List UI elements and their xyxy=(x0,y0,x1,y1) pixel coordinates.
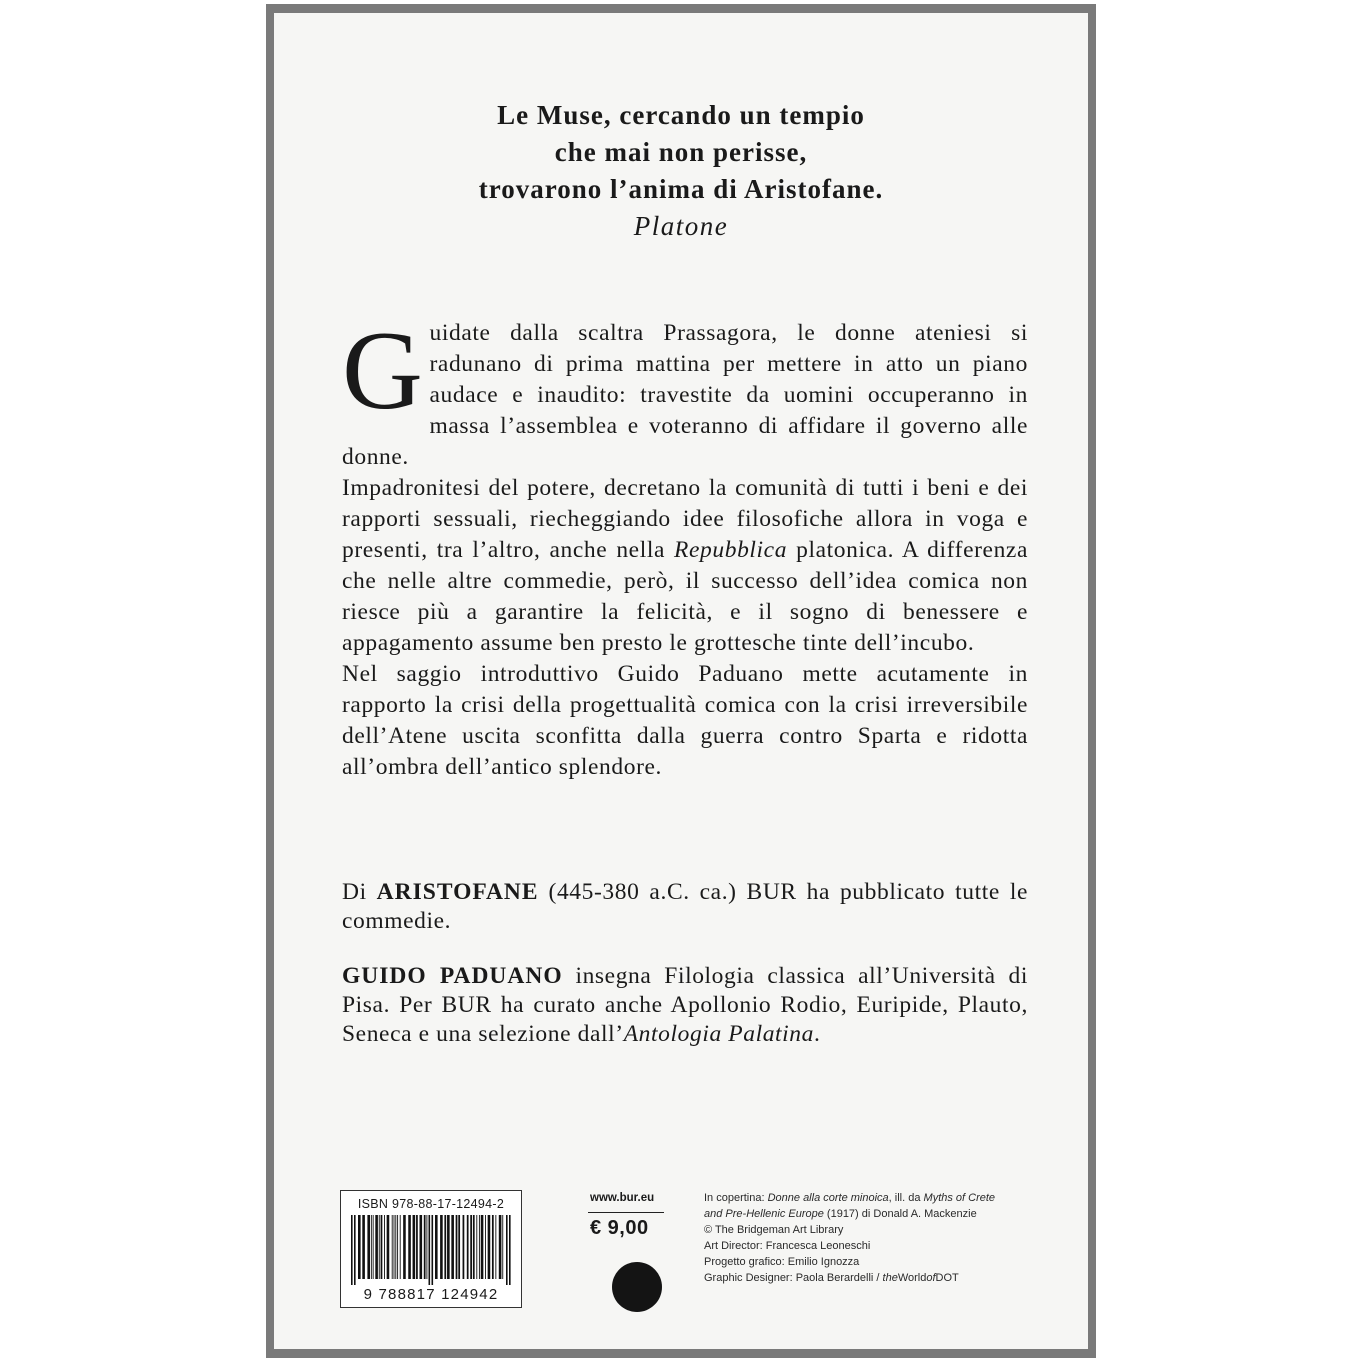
barcode-bar xyxy=(488,1215,491,1279)
barcode-bar xyxy=(420,1215,423,1279)
barcode-bar xyxy=(456,1215,458,1279)
barcode-bar xyxy=(470,1215,472,1279)
price-divider xyxy=(588,1212,664,1213)
credits-l6-italic: the xyxy=(882,1272,898,1284)
epigraph-line-3: trovarono l’anima di Aristofane. xyxy=(478,174,884,204)
barcode-bar xyxy=(392,1215,393,1279)
barcode-bar xyxy=(473,1215,475,1279)
publisher-logo-dot xyxy=(612,1262,662,1312)
price: € 9,00 xyxy=(590,1217,649,1239)
barcode-bar xyxy=(384,1215,385,1279)
editor-bio-end: . xyxy=(814,1021,821,1047)
author-bio xyxy=(342,878,1028,936)
barcode-bar xyxy=(467,1215,469,1279)
blurb-p1-text: uidate dalla scaltra Prassagora, le donne ateniesi si radunano di prima mattina per mettere in atto un piano audace e inaudito: travestite da uomini occuperanno in massa l’assemblea e voteranno di affidare il governo alle donne. xyxy=(342,320,1028,470)
editor-bio xyxy=(342,962,1028,1049)
credits-l1-mid: , ill. da xyxy=(888,1192,924,1204)
barcode-bar xyxy=(403,1215,406,1279)
editor-bio-text: insegna Filologia classica all’Università di Pisa. Per BUR ha curato anche Apollonio Rodio, Euripide, Plauto, Seneca e una selezione dall’ xyxy=(342,963,1028,1047)
cover-credits xyxy=(704,1190,1034,1286)
credits-line-2 xyxy=(704,1206,1034,1222)
epigraph-line-2: che mai non perisse, xyxy=(554,137,808,167)
credits-line-1 xyxy=(704,1190,1034,1206)
website-link[interactable]: www.bur.eu xyxy=(590,1192,655,1204)
isbn-label: ISBN 978-88-17-12494-2 xyxy=(357,1197,505,1211)
barcode-bar xyxy=(367,1215,370,1279)
credits-l1-prefix: In copertina: xyxy=(704,1192,768,1204)
barcode-bar xyxy=(416,1215,418,1279)
credits-l2-rest: (1917) di Donald A. Mackenzie xyxy=(823,1208,977,1220)
barcode-bar xyxy=(485,1215,486,1279)
barcode-bar xyxy=(476,1215,477,1279)
barcode-bar xyxy=(440,1215,443,1279)
barcode-bar xyxy=(408,1215,411,1279)
barcode-image xyxy=(349,1215,515,1285)
barcode-panel xyxy=(340,1190,522,1308)
author-bio-text: (445-380 a.C. ca.) BUR ha pubblicato tutte le commedie. xyxy=(342,879,1028,934)
editor-bio-title: Antologia Palatina xyxy=(623,1021,815,1047)
credits-l1-italic2: Myths of Crete xyxy=(923,1192,996,1204)
barcode-guard-bar xyxy=(429,1215,431,1285)
blurb-paragraph-1 xyxy=(342,309,1028,473)
barcode-bar xyxy=(394,1215,395,1279)
barcode-bar xyxy=(424,1215,426,1279)
blurb-paragraph-3: Nel saggio introduttivo Guido Paduano mette acutamente in rapporto la crisi della progettualità comica con la crisi irreversibile dell’Atene uscita sconfitta dalla guerra contro Sparta e ridotta all’ombra dell’antico splendore. xyxy=(342,661,1028,780)
barcode-bar xyxy=(413,1215,416,1279)
barcode-bar xyxy=(479,1215,480,1279)
barcode-bar xyxy=(426,1215,427,1279)
epigraph-author: Platone xyxy=(633,211,729,241)
credits-l6-mid: World xyxy=(897,1272,927,1284)
barcode-bar xyxy=(379,1215,380,1279)
barcode-bar xyxy=(381,1215,383,1279)
barcode-bar xyxy=(395,1215,396,1279)
epigraph xyxy=(274,97,1088,245)
barcode-bar xyxy=(495,1215,496,1279)
barcode-guard-bar xyxy=(432,1215,434,1285)
drop-cap: G xyxy=(342,309,424,433)
epigraph-line-1: Le Muse, cercando un tempio xyxy=(497,100,865,130)
barcode-bar xyxy=(371,1215,372,1279)
barcode-bar xyxy=(492,1215,494,1279)
barcode-bar xyxy=(373,1215,374,1279)
credits-line-6 xyxy=(704,1270,1034,1286)
blurb-p2-before: Impadronitesi del potere, decretano la comunità di tutti i beni e dei rapporti sessuali, riecheggiando idee filosofiche allora in voga e presenti, tra l’altro, anche nella xyxy=(342,475,1028,563)
editor-name: GUIDO PADUANO xyxy=(342,963,563,989)
ean-number: 9 788817 124942 xyxy=(363,1286,499,1303)
credits-l6-end: DOT xyxy=(935,1272,959,1284)
credits-line-4: Art Director: Francesca Leoneschi xyxy=(704,1240,871,1252)
author-bio-prefix: Di xyxy=(342,879,377,905)
blurb-p2-title: Repubblica xyxy=(674,537,788,563)
credits-l6-italic2: of xyxy=(926,1272,936,1284)
barcode-bar xyxy=(447,1215,450,1279)
barcode-bar xyxy=(499,1215,502,1279)
barcode-bar xyxy=(358,1215,361,1279)
barcode-guard-bar xyxy=(354,1215,356,1285)
barcode-bar xyxy=(502,1215,503,1279)
barcode-guard-bar xyxy=(509,1215,511,1285)
blurb-text xyxy=(342,309,1028,783)
credits-l6-prefix: Graphic Designer: Paola Berardelli / xyxy=(704,1272,883,1284)
barcode-bar xyxy=(387,1215,390,1279)
blurb-paragraph-2 xyxy=(342,473,1028,659)
credits-l2-italic: and Pre-Hellenic Europe xyxy=(704,1208,824,1220)
barcode-bar xyxy=(435,1215,438,1279)
barcode-guard-bar xyxy=(506,1215,508,1285)
barcode-bar xyxy=(463,1215,465,1279)
barcode-bar xyxy=(400,1215,401,1279)
barcode-guard-bar xyxy=(351,1215,353,1285)
barcode-bar xyxy=(451,1215,454,1279)
blurb-p2-after: platonica. A differenza che nelle altre commedie, però, il successo dell’idea comica non riesce più a garantire la felicità, e il sogno di benessere e appagamento assume ben presto le grottesche tinte dell’incubo. xyxy=(342,537,1028,656)
author-name: ARISTOFANE xyxy=(376,879,539,905)
credits-line-5: Progetto grafico: Emilio Ignozza xyxy=(704,1256,860,1268)
barcode-bar xyxy=(458,1215,460,1279)
barcode-bar xyxy=(481,1215,484,1279)
credits-line-3: © The Bridgeman Art Library xyxy=(704,1224,844,1236)
barcode-bar xyxy=(362,1215,365,1279)
barcode-bar xyxy=(397,1215,398,1279)
barcode-bar xyxy=(375,1215,378,1279)
credits-l1-italic: Donne alla corte minoica xyxy=(767,1192,889,1204)
barcode-bar xyxy=(444,1215,446,1279)
